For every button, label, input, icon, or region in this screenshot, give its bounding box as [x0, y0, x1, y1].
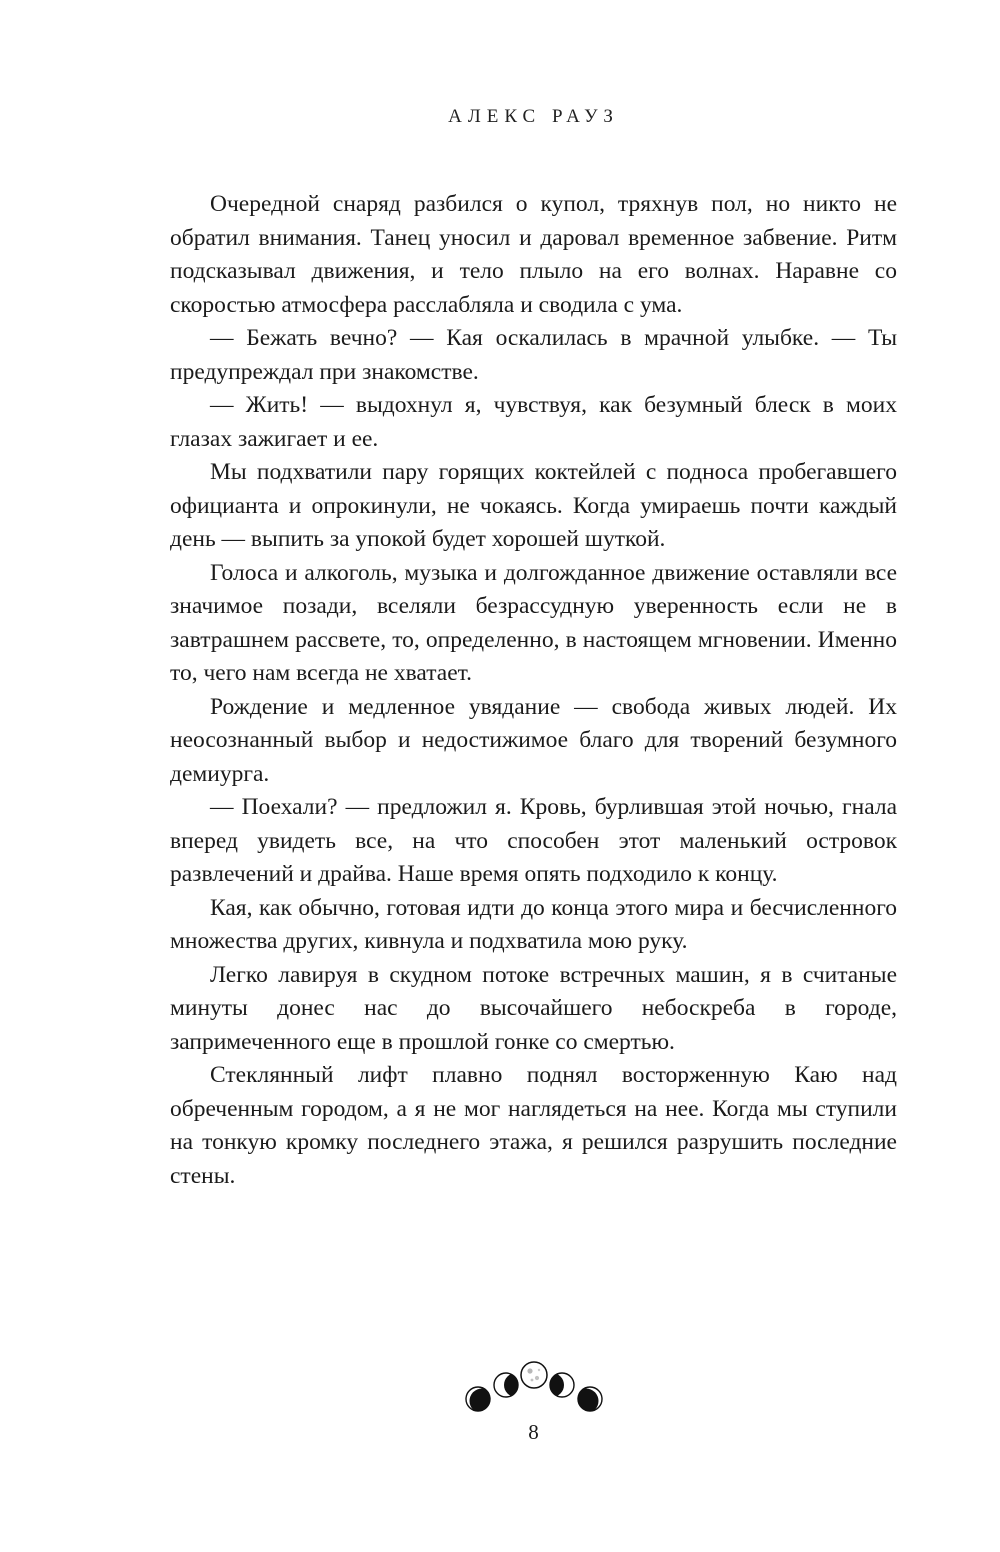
paragraph-10: Стеклянный лифт плавно поднял восторженную Каю над обреченным городом, а я не мог наглядеться на нее. Когда мы ступили на тонкую кромку последнего этажа, я решился разрушить последние стены.: [170, 1062, 897, 1189]
page-footer: [170, 1360, 897, 1445]
running-head-author: АЛЕКС РАУЗ: [448, 106, 619, 127]
moon-phases-icon: [461, 1360, 607, 1414]
paragraph-4: Мы подхватили пару горящих коктейлей с подноса пробегавшего официанта и опрокинули, не чокаясь. Когда умираешь почти каждый день — выпить за упокой будет хорошей шуткой.: [170, 459, 897, 552]
paragraph-3: — Жить! — выдохнул я, чувствуя, как безумный блеск в моих глазах зажигает и ее.: [170, 392, 897, 452]
moon-phases-ornament-icon: [461, 1360, 607, 1414]
paragraph-7: — Поехали? — предложил я. Кровь, бурлившая этой ночью, гнала вперед увидеть все, на что способен этот маленький островок развлечений и драйва. Наше время опять подходило к концу.: [170, 794, 897, 887]
paragraph-9: Легко лавируя в скудном потоке встречных машин, я в считаные минуты донес нас до высочайшего небоскреба в городе, запримеченного еще в прошлой гонке со смертью.: [170, 961, 897, 1055]
paragraph-8: Кая, как обычно, готовая идти до конца этого мира и бесчисленного множества других, кивнула и подхватила мою руку.: [170, 894, 897, 954]
text-block: [170, 188, 897, 1193]
paragraph-6: Рождение и медленное увядание — свобода живых людей. Их неосознанный выбор и недостижимое благо для творений безумного демиурга.: [170, 693, 897, 787]
page-number: 8: [528, 1420, 539, 1444]
paragraph-2: — Бежать вечно? — Кая оскалилась в мрачной улыбке. — Ты предупреждал при знакомстве.: [170, 325, 897, 385]
paragraph-1: Очередной снаряд разбился о купол, тряхнув пол, но никто не обратил внимания. Танец уносил и даровал временное забвение. Ритм подсказывал движения, и тело плыло на его волнах. Наравне со скоростью атмосфера расслабляла и сводила с ума.: [170, 191, 897, 318]
paragraph-5: Голоса и алкоголь, музыка и долгожданное движение оставляли все значимое позади, вселяли безрассудную уверенность если не в завтрашнем рассвете, то, определенно, в настоящем мгновении. Именно то, чего нам всегда не хватает.: [170, 559, 897, 686]
